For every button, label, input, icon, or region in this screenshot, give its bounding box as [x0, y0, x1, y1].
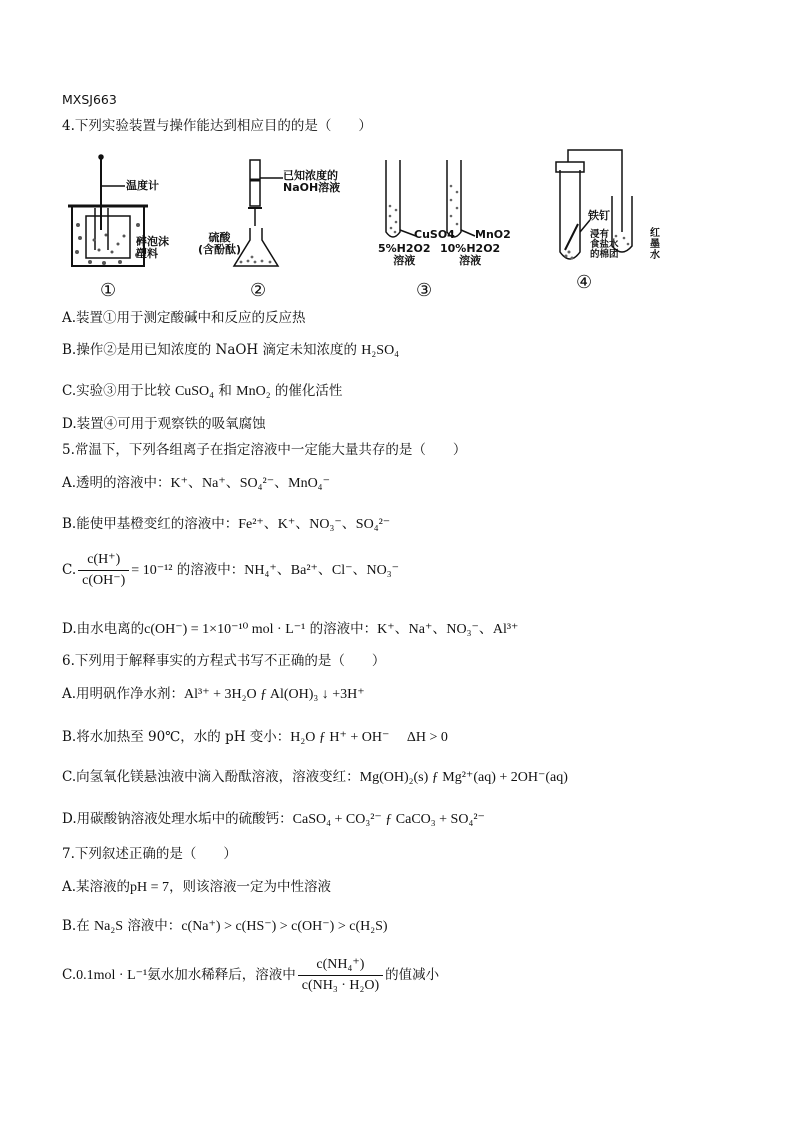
label-mno2: MnO2 [475, 228, 511, 241]
q5-option-c: C. $\frac{c(H^+)}{c(OH^-)}$ = 10⁻¹² 的溶液中：NH₄⁺、Ba²⁺、Cl⁻、NO₃⁻ [62, 552, 400, 588]
label-h2o2-5: 5%H2O2 溶液 [378, 242, 431, 267]
figure-number-1: ① [100, 280, 117, 301]
q7-stem: 7.下列叙述正确的是（ ） [62, 846, 237, 862]
figure-number-3: ③ [416, 280, 433, 301]
label-thermometer: 温度计 [126, 179, 159, 192]
label-cotton: 浸有 食盐水 的棉团 [590, 229, 619, 260]
q4-option-b: B.操作②是用已知浓度的 NaOH 滴定未知浓度的 H₂SO₄ [62, 342, 400, 358]
q6-option-c: C.向氢氧化镁悬浊液中滴入酚酞溶液，溶液变红：Mg(OH)₂(s) ƒ Mg²⁺(aq) + 2OH⁻(aq) [62, 769, 568, 785]
doc-code: MXSJ663 [62, 92, 117, 107]
q4-stem: 4.下列实验装置与操作能达到相应目的的是（ ） [62, 118, 372, 134]
label-acid: 硫酸 (含酚酞) [198, 231, 242, 256]
q6-stem: 6.下列用于解释事实的方程式书写不正确的是（ ） [62, 653, 386, 669]
q5-option-b: B.能使甲基橙变红的溶液中：Fe²⁺、K⁺、NO₃⁻、SO₄²⁻ [62, 516, 391, 532]
label-nail: 铁钉 [588, 209, 610, 222]
q4-option-c: C.实验③用于比较 CuSO₄ 和 MnO₂ 的催化活性 [62, 383, 343, 399]
q5-option-d: D.由水电离的c(OH⁻) = 1×10⁻¹⁰ mol · L⁻¹ 的溶液中：K⁺、Na⁺、NO₃⁻、Al³⁺ [62, 621, 519, 637]
q7-option-c: C.0.1mol · L⁻¹氨水加水稀释后，溶液中 $\frac{\text{c(NH₄⁺)}}{\text{c(NH₃ · H₂O)}}$ 的值减小 [62, 957, 440, 993]
figure-number-4: ④ [576, 272, 593, 293]
q5-stem: 5.常温下，下列各组离子在指定溶液中一定能大量共存的是（ ） [62, 442, 467, 458]
label-cuso4: CuSO4 [414, 228, 455, 241]
q6-option-d: D.用碳酸钠溶液处理水垢中的硫酸钙：CaSO₄ + CO₃²⁻ ƒ CaCO₃ + SO₄²⁻ [62, 811, 485, 827]
q4-option-a: A.装置①用于测定酸碱中和反应的反应热 [62, 310, 306, 326]
q5-option-a: A.透明的溶液中：K⁺、Na⁺、SO₄²⁻、MnO₄⁻ [62, 475, 330, 491]
label-h2o2-10: 10%H2O2 溶液 [440, 242, 501, 267]
q6-option-a: A.用明矾作净水剂：Al³⁺ + 3H₂O ƒ Al(OH)₃ ↓ +3H⁺ [62, 686, 365, 702]
figure-number-2: ② [250, 280, 267, 301]
q4-option-d: D.装置④可用于观察铁的吸氧腐蚀 [62, 416, 266, 432]
label-naoh: 已知浓度的 NaOH溶液 [283, 169, 341, 194]
q7-option-b: B.在 Na₂S 溶液中：c(Na⁺) > c(HS⁻) > c(OH⁻) > c(H₂S) [62, 918, 388, 934]
q7-option-a: A.某溶液的pH = 7，则该溶液一定为中性溶液 [62, 879, 332, 895]
label-foam: 碎泡沫 塑料 [136, 235, 169, 260]
label-red-ink: 红 墨 水 [650, 228, 660, 261]
q6-option-b: B.将水加热至 90℃，水的 pH 变小：H₂O ƒ H⁺ + OH⁻ ΔH > 0 [62, 729, 448, 745]
